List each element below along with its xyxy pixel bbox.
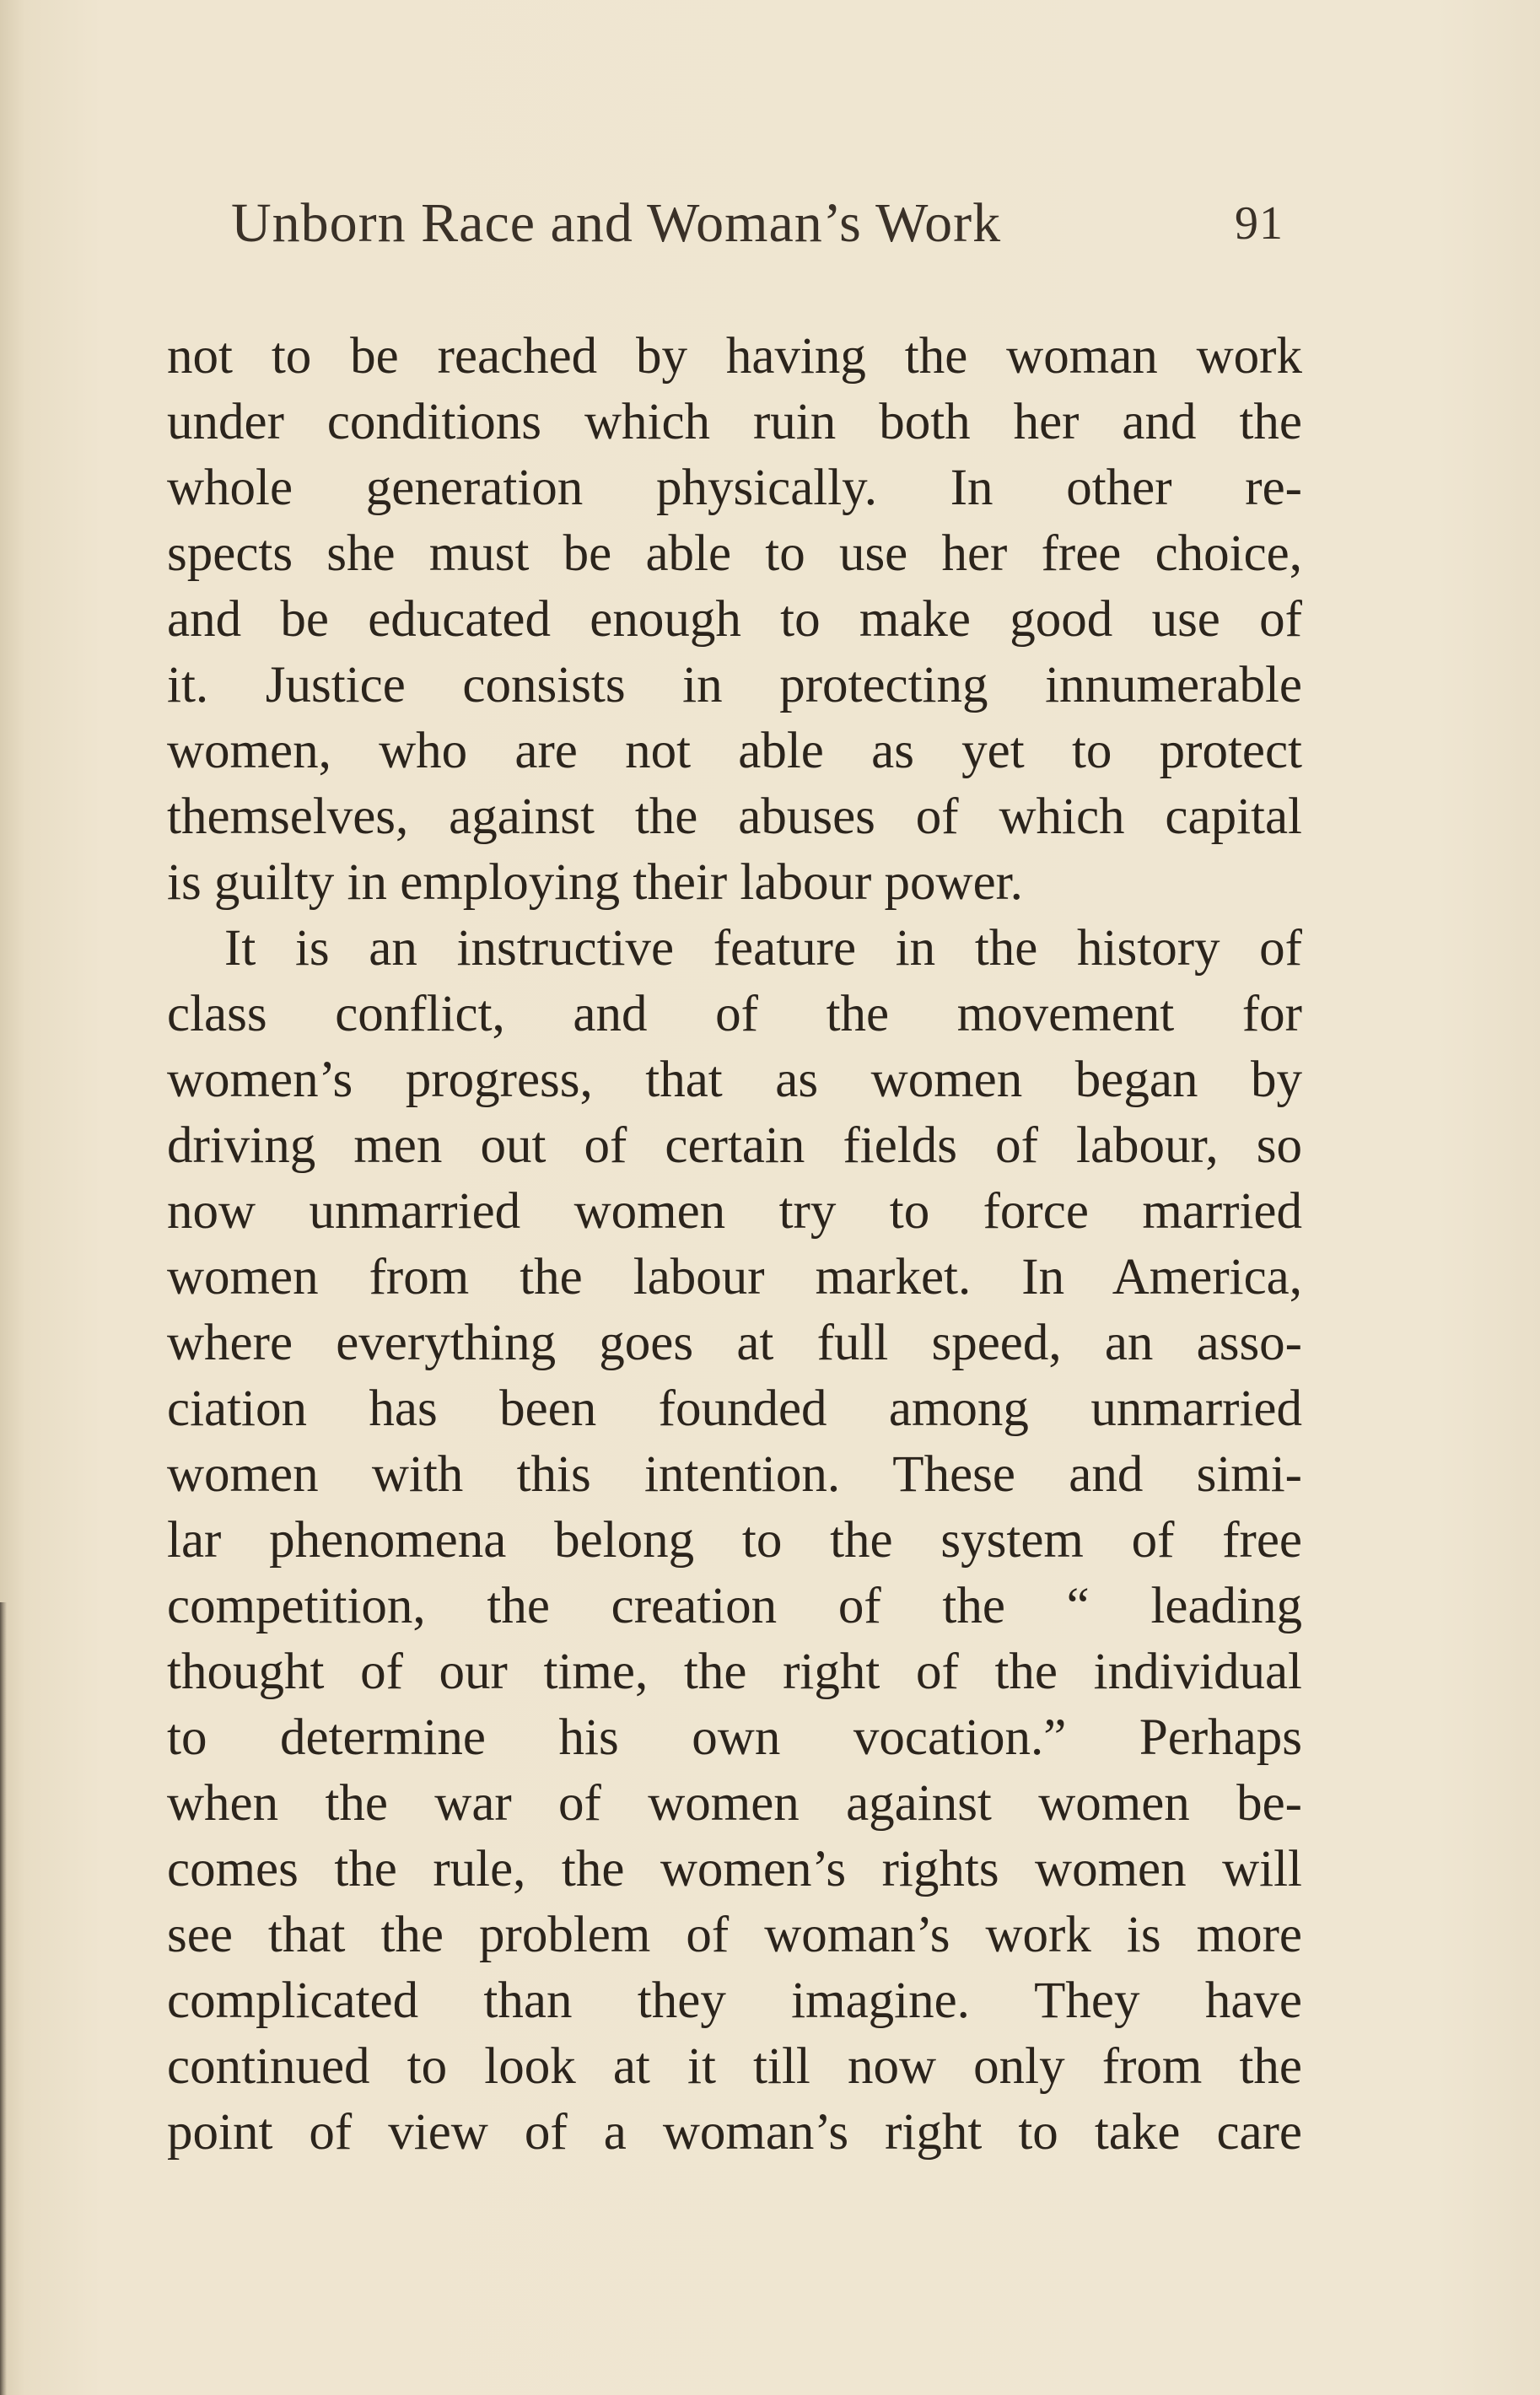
body-text: [167, 324, 1302, 2166]
page-number: 91: [1235, 197, 1284, 250]
text-line: lar phenomena belong to the system of free: [167, 1512, 1302, 1569]
text-line: thought of our time, the right of the individual: [167, 1644, 1302, 1700]
text-line: class conflict, and of the movement for: [167, 986, 1302, 1042]
text-line: spects she must be able to use her free choice,: [167, 525, 1302, 582]
binding-edge: [0, 1602, 7, 2395]
running-head-title: Unborn Race and Woman’s Work: [231, 192, 1002, 254]
text-line: women’s progress, that as women began by: [167, 1052, 1302, 1108]
text-line: women from the labour market. In America,: [167, 1249, 1302, 1305]
text-line: It is an instructive feature in the history of: [224, 920, 1302, 977]
text-line: comes the rule, the women’s rights women will: [167, 1841, 1302, 1897]
text-line: is guilty in employing their labour power.: [167, 854, 1023, 911]
text-line: themselves, against the abuses of which capital: [167, 788, 1302, 845]
text-line: under conditions which ruin both her and the: [167, 394, 1302, 450]
text-line: see that the problem of woman’s work is more: [167, 1907, 1302, 1963]
text-line: where everything goes at full speed, an asso-: [167, 1315, 1302, 1371]
running-head: [231, 190, 1311, 257]
text-line: whole generation physically. In other re-: [167, 460, 1302, 516]
text-line: it. Justice consists in protecting innumerable: [167, 657, 1302, 713]
text-line: driving men out of certain fields of labour, so: [167, 1117, 1302, 1174]
text-line: now unmarried women try to force married: [167, 1183, 1302, 1240]
text-line: complicated than they imagine. They have: [167, 1973, 1302, 2029]
text-line: not to be reached by having the woman work: [167, 328, 1302, 385]
text-line: continued to look at it till now only from the: [167, 2038, 1302, 2095]
text-line: ciation has been founded among unmarried: [167, 1380, 1302, 1437]
text-line: women with this intention. These and simi-: [167, 1446, 1302, 1503]
text-line: to determine his own vocation.” Perhaps: [167, 1709, 1302, 1766]
text-line: and be educated enough to make good use of: [167, 591, 1302, 648]
text-line: when the war of women against women be-: [167, 1775, 1302, 1832]
text-line: competition, the creation of the “ leading: [167, 1578, 1302, 1634]
text-line: women, who are not able as yet to protect: [167, 723, 1302, 779]
text-line: point of view of a woman’s right to take care: [167, 2104, 1302, 2161]
